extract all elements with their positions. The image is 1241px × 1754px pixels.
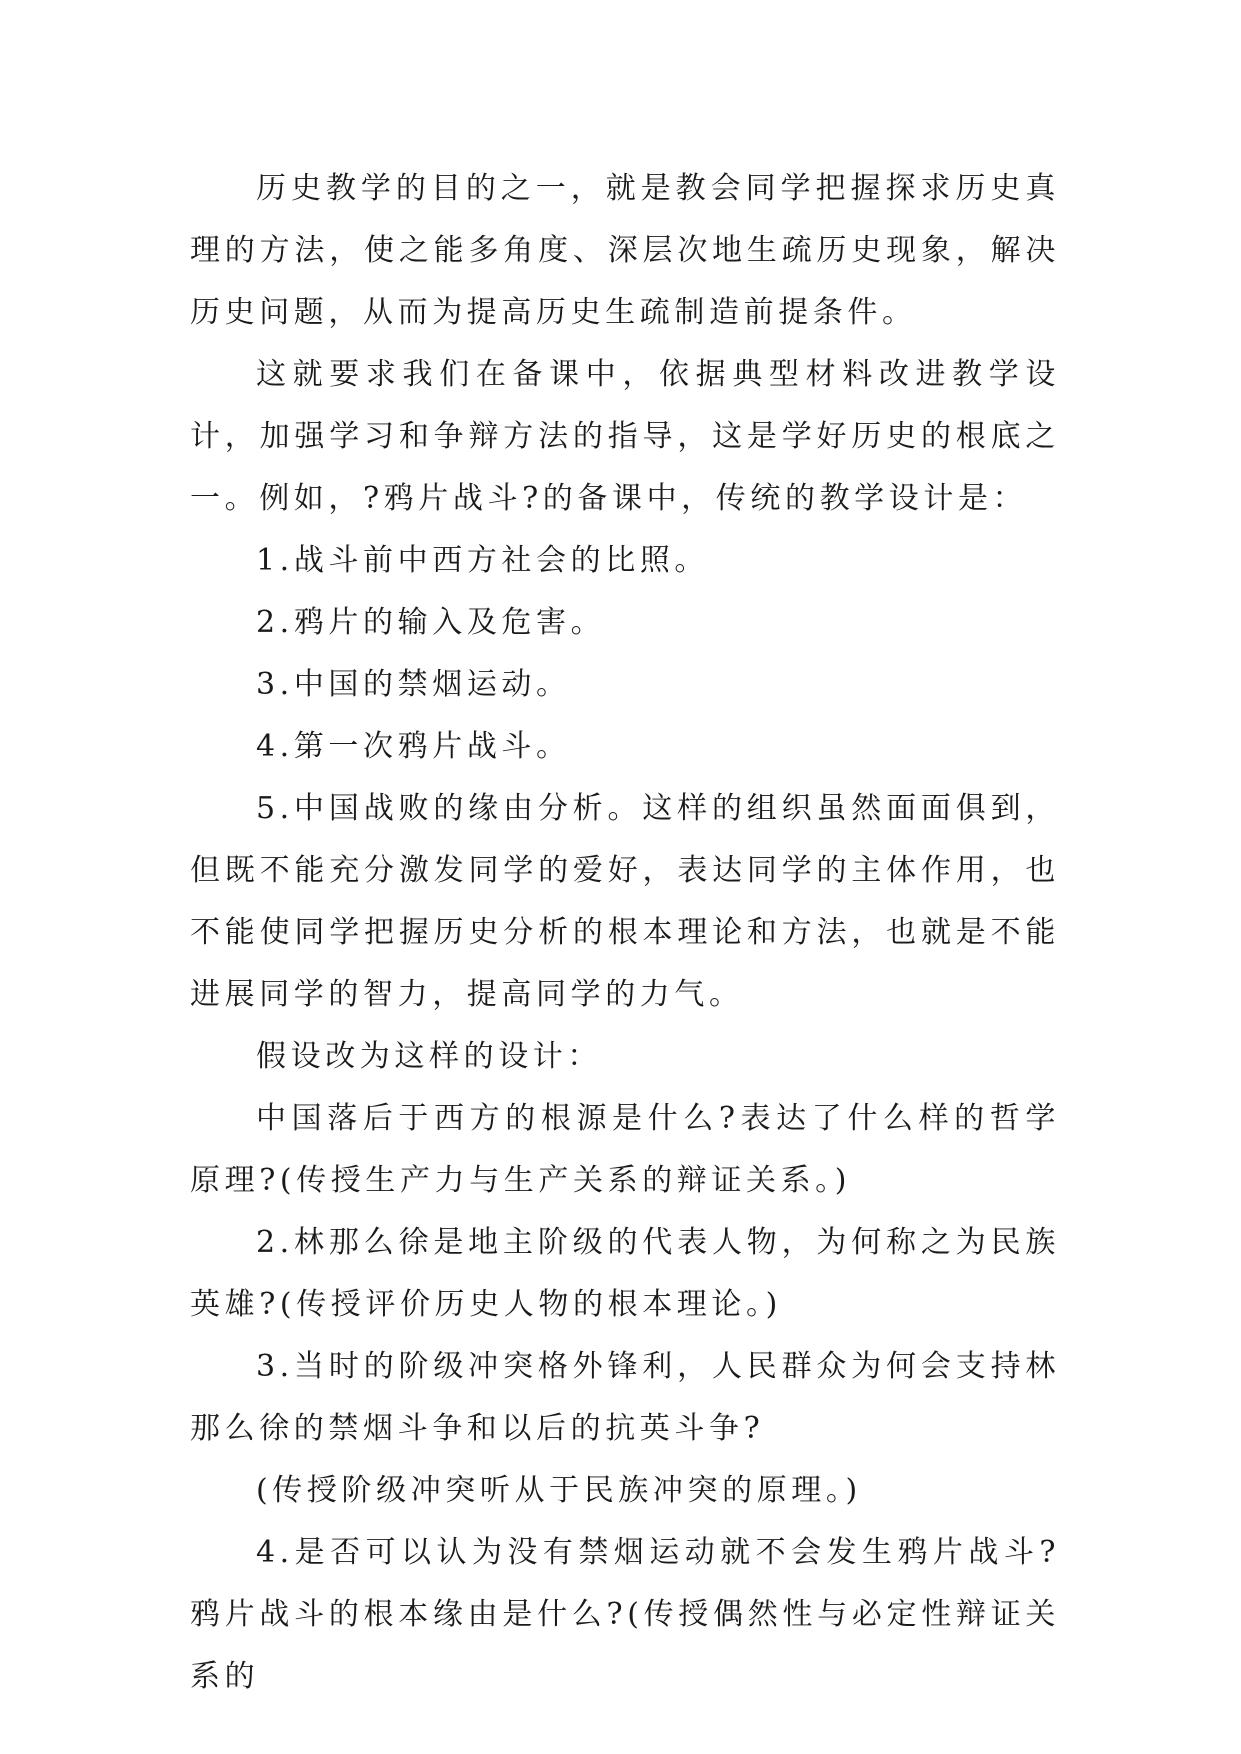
paragraph-new-design: 假设改为这样的设计： <box>256 1039 602 1074</box>
list-item-traditional-5: 5.中国战败的缘由分析。这样的组织虽然面面俱到，但既不能充分激发同学的爱好，表达同学的主体作用，也不能使同学把握历史分析的根本理论和方法，也就是不能进展同学的智力，提高同学的力气。 <box>190 791 1060 1012</box>
list-item-traditional-4: 4.第一次鸦片战斗。 <box>256 729 571 764</box>
document-body <box>190 158 1060 1708</box>
list-item-new-4: 4.是否可以认为没有禁烟运动就不会发生鸦片战斗?鸦片战斗的根本缘由是什么?(传授偶然性与必定性辩证关系的 <box>190 1535 1060 1694</box>
list-item-traditional-1: 1.战斗前中西方社会的比照。 <box>256 543 710 578</box>
list-item-new-2: 2.林那么徐是地主阶级的代表人物，为何称之为民族英雄?(传授评价历史人物的根本理论。) <box>190 1225 1060 1322</box>
list-item-new-3: 3.当时的阶级冲突格外锋利，人民群众为何会支持林那么徐的禁烟斗争和以后的抗英斗争? <box>190 1349 1060 1446</box>
list-item-traditional-3: 3.中国的禁烟运动。 <box>256 667 571 702</box>
list-item-traditional-2: 2.鸦片的输入及危害。 <box>256 605 606 640</box>
list-item-new-1: 中国落后于西方的根源是什么?表达了什么样的哲学原理?(传授生产力与生产关系的辩证关系。) <box>190 1101 1060 1198</box>
paragraph-requirement: 这就要求我们在备课中，依据典型材料改进教学设计，加强学习和争辩方法的指导，这是学好历史的根底之一。例如，?鸦片战斗?的备课中，传统的教学设计是： <box>190 357 1060 516</box>
list-item-new-3-note: (传授阶级冲突听从于民族冲突的原理。) <box>256 1473 862 1508</box>
paragraph-intro: 历史教学的目的之一，就是教会同学把握探求历史真理的方法，使之能多角度、深层次地生疏历史现象，解决历史问题，从而为提高历史生疏制造前提条件。 <box>190 171 1060 330</box>
